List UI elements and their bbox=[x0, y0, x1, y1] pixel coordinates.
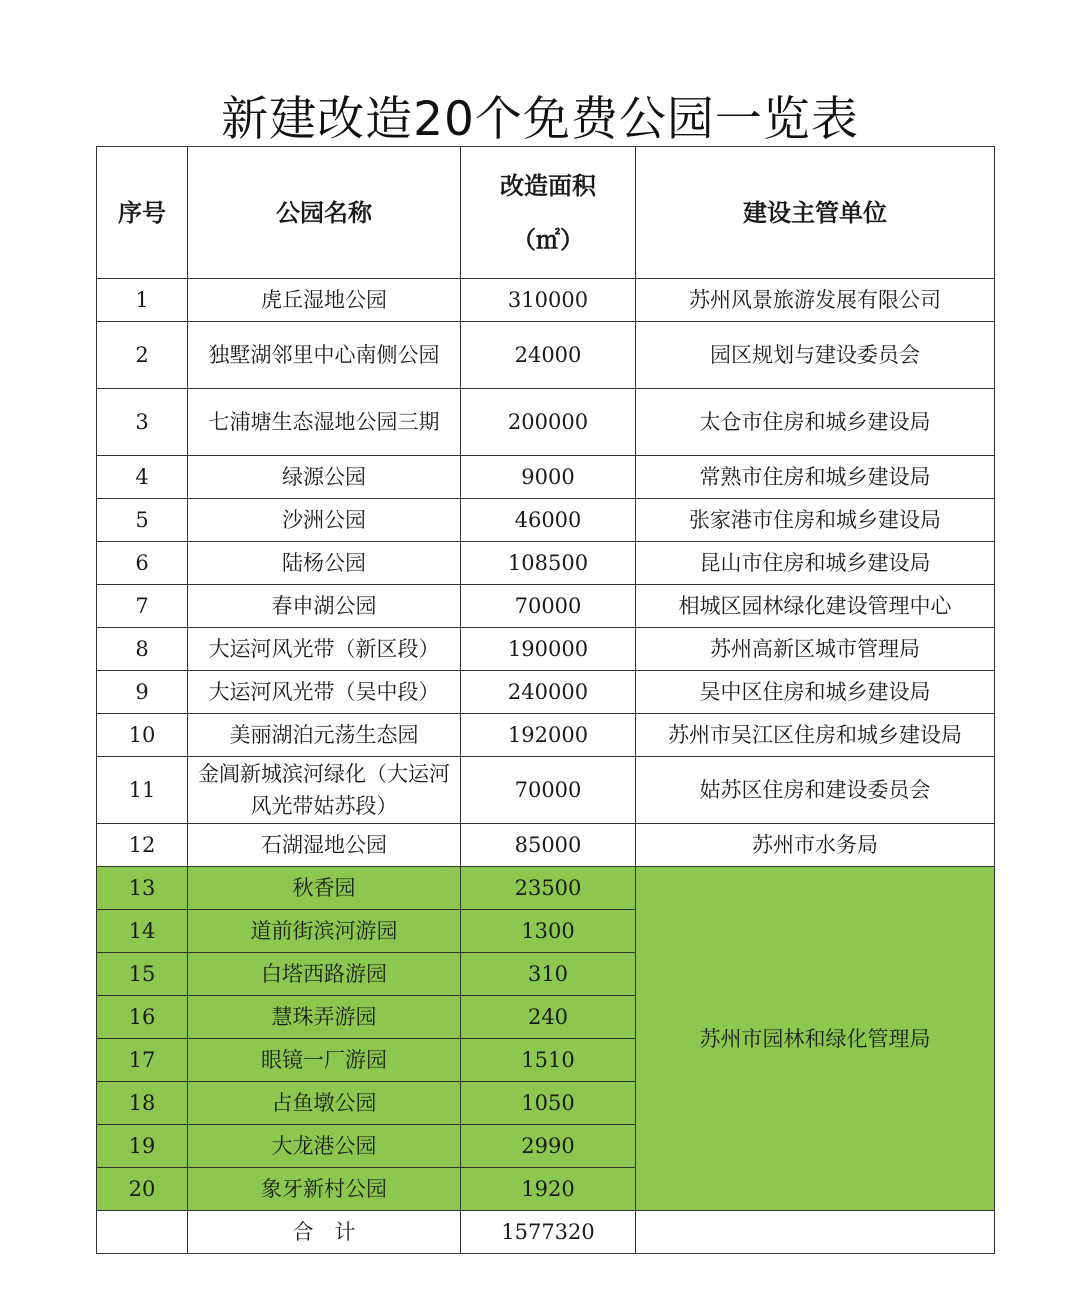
park-name: 秋香园 bbox=[188, 867, 461, 910]
managing-unit: 太仓市住房和城乡建设局 bbox=[636, 389, 995, 456]
park-area: 23500 bbox=[461, 867, 636, 910]
park-name: 沙洲公园 bbox=[188, 499, 461, 542]
park-name: 春申湖公园 bbox=[188, 585, 461, 628]
managing-unit: 苏州市吴江区住房和城乡建设局 bbox=[636, 714, 995, 757]
park-area: 108500 bbox=[461, 542, 636, 585]
table-row-green bbox=[97, 867, 995, 910]
park-name: 虎丘湿地公园 bbox=[188, 279, 461, 322]
park-area: 70000 bbox=[461, 757, 636, 824]
park-area: 85000 bbox=[461, 824, 636, 867]
row-index: 11 bbox=[97, 757, 188, 824]
managing-unit: 姑苏区住房和建设委员会 bbox=[636, 757, 995, 824]
header-name: 公园名称 bbox=[188, 147, 461, 279]
managing-unit: 苏州市水务局 bbox=[636, 824, 995, 867]
row-index: 14 bbox=[97, 910, 188, 953]
header-index: 序号 bbox=[97, 147, 188, 279]
park-name: 大运河风光带（新区段） bbox=[188, 628, 461, 671]
park-area: 9000 bbox=[461, 456, 636, 499]
park-area: 200000 bbox=[461, 389, 636, 456]
managing-unit: 张家港市住房和城乡建设局 bbox=[636, 499, 995, 542]
park-area: 70000 bbox=[461, 585, 636, 628]
park-area: 310000 bbox=[461, 279, 636, 322]
header-row bbox=[97, 147, 995, 279]
managing-unit-merged: 苏州市园林和绿化管理局 bbox=[636, 867, 995, 1211]
row-index: 18 bbox=[97, 1082, 188, 1125]
park-area: 190000 bbox=[461, 628, 636, 671]
managing-unit: 苏州风景旅游发展有限公司 bbox=[636, 279, 995, 322]
table-row bbox=[97, 714, 995, 757]
row-index: 13 bbox=[97, 867, 188, 910]
park-name: 道前街滨河游园 bbox=[188, 910, 461, 953]
park-name: 独墅湖邻里中心南侧公园 bbox=[188, 322, 461, 389]
park-name: 象牙新村公园 bbox=[188, 1168, 461, 1211]
row-index: 20 bbox=[97, 1168, 188, 1211]
park-area: 192000 bbox=[461, 714, 636, 757]
managing-unit: 相城区园林绿化建设管理中心 bbox=[636, 585, 995, 628]
park-area: 1050 bbox=[461, 1082, 636, 1125]
park-name: 绿源公园 bbox=[188, 456, 461, 499]
row-index: 6 bbox=[97, 542, 188, 585]
park-name: 占鱼墩公园 bbox=[188, 1082, 461, 1125]
park-table bbox=[96, 146, 995, 1254]
row-index: 3 bbox=[97, 389, 188, 456]
row-index: 17 bbox=[97, 1039, 188, 1082]
table-row bbox=[97, 585, 995, 628]
row-index: 7 bbox=[97, 585, 188, 628]
park-name: 眼镜一厂游园 bbox=[188, 1039, 461, 1082]
park-name: 石湖湿地公园 bbox=[188, 824, 461, 867]
park-name: 慧珠弄游园 bbox=[188, 996, 461, 1039]
table-row bbox=[97, 456, 995, 499]
park-name: 陆杨公园 bbox=[188, 542, 461, 585]
table-row bbox=[97, 671, 995, 714]
header-unit: 建设主管单位 bbox=[636, 147, 995, 279]
park-area: 24000 bbox=[461, 322, 636, 389]
managing-unit: 昆山市住房和城乡建设局 bbox=[636, 542, 995, 585]
row-index: 19 bbox=[97, 1125, 188, 1168]
header-area bbox=[461, 147, 636, 279]
table-row bbox=[97, 322, 995, 389]
park-area: 2990 bbox=[461, 1125, 636, 1168]
park-name: 白塔西路游园 bbox=[188, 953, 461, 996]
park-area: 46000 bbox=[461, 499, 636, 542]
row-index: 12 bbox=[97, 824, 188, 867]
park-area: 240 bbox=[461, 996, 636, 1039]
row-index: 1 bbox=[97, 279, 188, 322]
row-index: 2 bbox=[97, 322, 188, 389]
managing-unit: 苏州高新区城市管理局 bbox=[636, 628, 995, 671]
managing-unit: 吴中区住房和城乡建设局 bbox=[636, 671, 995, 714]
park-area: 1920 bbox=[461, 1168, 636, 1211]
row-index: 8 bbox=[97, 628, 188, 671]
park-area: 310 bbox=[461, 953, 636, 996]
table-row bbox=[97, 499, 995, 542]
park-area: 1300 bbox=[461, 910, 636, 953]
row-index: 15 bbox=[97, 953, 188, 996]
header-area-unit: （㎡） bbox=[512, 225, 584, 254]
park-area: 240000 bbox=[461, 671, 636, 714]
table-row bbox=[97, 389, 995, 456]
park-area: 1510 bbox=[461, 1039, 636, 1082]
row-index: 16 bbox=[97, 996, 188, 1039]
row-index: 9 bbox=[97, 671, 188, 714]
total-row bbox=[97, 1211, 995, 1254]
park-name: 金阊新城滨河绿化（大运河风光带姑苏段） bbox=[188, 757, 461, 824]
park-name: 七浦塘生态湿地公园三期 bbox=[188, 389, 461, 456]
row-index: 5 bbox=[97, 499, 188, 542]
row-index: 4 bbox=[97, 456, 188, 499]
park-name: 美丽湖泊元荡生态园 bbox=[188, 714, 461, 757]
total-blank bbox=[97, 1211, 188, 1254]
total-value: 1577320 bbox=[461, 1211, 636, 1254]
table-row bbox=[97, 824, 995, 867]
table-row bbox=[97, 542, 995, 585]
total-blank-unit bbox=[636, 1211, 995, 1254]
header-area-label: 改造面积 bbox=[500, 171, 596, 200]
managing-unit: 园区规划与建设委员会 bbox=[636, 322, 995, 389]
page-title: 新建改造20个免费公园一览表 bbox=[221, 92, 859, 147]
row-index: 10 bbox=[97, 714, 188, 757]
park-name: 大运河风光带（吴中段） bbox=[188, 671, 461, 714]
table-row bbox=[97, 279, 995, 322]
park-name: 大龙港公园 bbox=[188, 1125, 461, 1168]
managing-unit: 常熟市住房和城乡建设局 bbox=[636, 456, 995, 499]
table-row bbox=[97, 628, 995, 671]
table-row bbox=[97, 757, 995, 824]
total-label: 合 计 bbox=[188, 1211, 461, 1254]
